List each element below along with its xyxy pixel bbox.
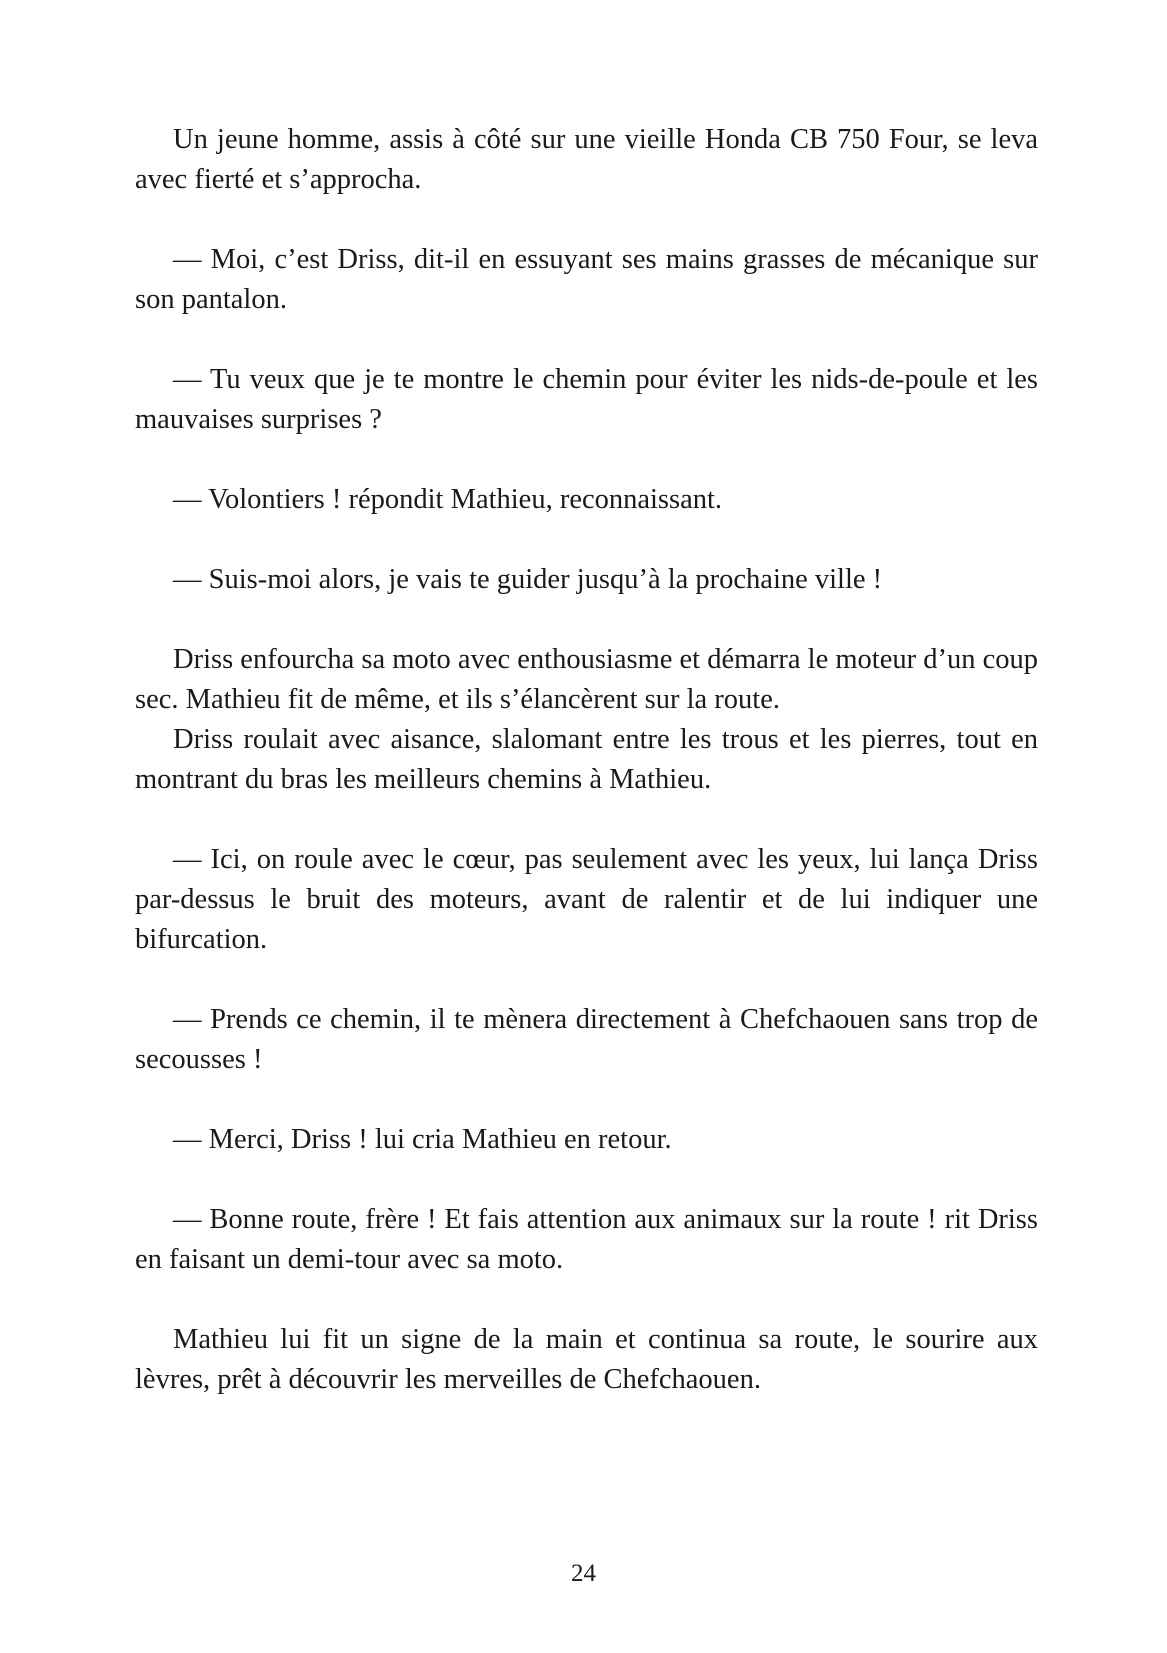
page-body: [135, 120, 1038, 1400]
paragraph: — Suis-moi alors, je vais te guider jusqu’à la prochaine ville !: [173, 564, 883, 595]
paragraph: — Volontiers ! répondit Mathieu, reconnaissant.: [173, 484, 723, 515]
paragraph: — Tu veux que je te montre le chemin pour éviter les nids-de-poule et les mauvaises surprises ?: [135, 364, 1038, 435]
paragraph: — Merci, Driss ! lui cria Mathieu en retour.: [173, 1124, 672, 1155]
paragraph: Driss roulait avec aisance, slalomant entre les trous et les pierres, tout en montrant du bras les meilleurs chemins à Mathieu.: [135, 724, 1038, 795]
paragraph: — Moi, c’est Driss, dit-il en essuyant ses mains grasses de mécanique sur son pantalon.: [135, 244, 1038, 315]
paragraph: — Bonne route, frère ! Et fais attention aux animaux sur la route ! rit Driss en faisant un demi-tour avec sa moto.: [135, 1204, 1038, 1275]
paragraph: Driss enfourcha sa moto avec enthousiasme et démarra le moteur d’un coup sec. Mathieu fit de même, et ils s’élancèrent sur la route.: [135, 644, 1038, 715]
paragraph: Un jeune homme, assis à côté sur une vieille Honda CB 750 Four, se leva avec fierté et s’approcha.: [135, 124, 1038, 195]
paragraph: Mathieu lui fit un signe de la main et continua sa route, le sourire aux lèvres, prêt à découvrir les merveilles de Chefchaouen.: [135, 1324, 1038, 1395]
page-number: 24: [571, 1560, 596, 1587]
paragraph: — Prends ce chemin, il te mènera directement à Chefchaouen sans trop de secousses !: [135, 1004, 1038, 1075]
paragraph: — Ici, on roule avec le cœur, pas seulement avec les yeux, lui lança Driss par-dessus le bruit des moteurs, avant de ralentir et de lui indiquer une bifurcation.: [135, 844, 1038, 955]
